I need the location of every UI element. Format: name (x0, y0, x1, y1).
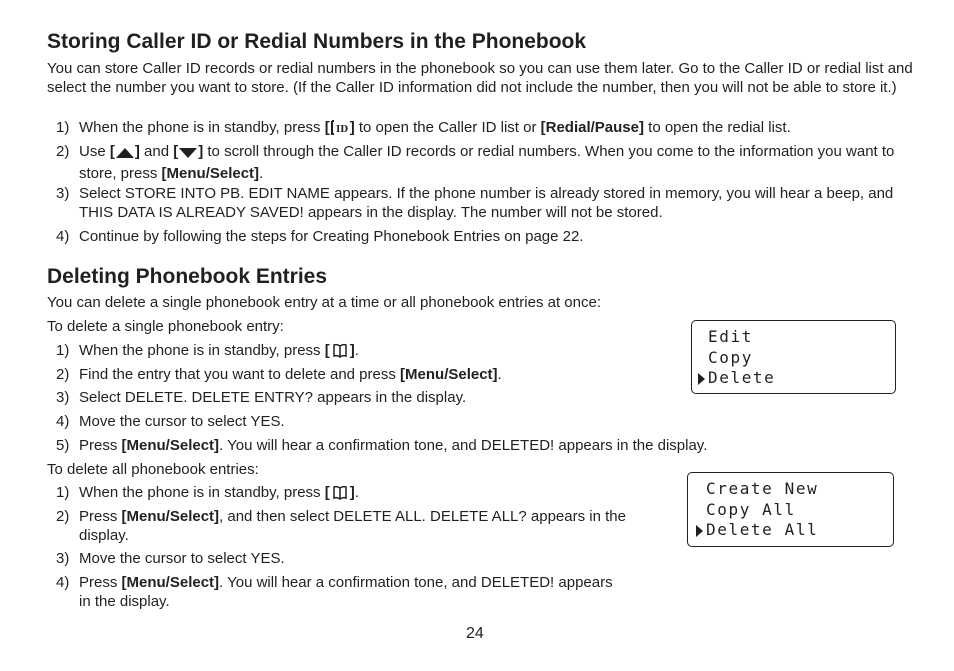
storing-step-2: 2) Use [ ] and [ ] to scroll through the Caller ID records or redial numbers. When you come to the information you want to store, press [Menu/Select]. (56, 143, 895, 182)
lcd-display-delete-all (687, 472, 894, 547)
lcd-line: Copy All (706, 500, 796, 519)
up-arrow-icon (115, 146, 135, 165)
single-step-2: 2) Find the entry that you want to delete and press [Menu/Select]. (56, 366, 502, 383)
phonebook-icon (330, 485, 350, 506)
down-arrow-icon (178, 146, 198, 165)
storing-step-1: 1) When the phone is in standby, press [ ID ] to open the Caller ID list or [Redial/Pause] to open the redial list. (56, 119, 916, 141)
lcd-line: Edit (708, 327, 753, 346)
single-entry-label: To delete a single phonebook entry: (47, 318, 284, 335)
storing-step-4: 4) Continue by following the steps for Creating Phonebook Entries on page 22. (56, 228, 584, 245)
deleting-intro: You can delete a single phonebook entry at a time or all phonebook entries at once: (47, 294, 601, 311)
lcd-line-selected: Delete All (706, 520, 819, 539)
all-step-3: 3) Move the cursor to select YES. (56, 550, 285, 567)
cursor-arrow-icon (696, 525, 703, 537)
lcd-display-delete-entry (691, 320, 896, 394)
all-step-4: 4) Press [Menu/Select]. You will hear a confirmation tone, and DELETED! appears in the display. (56, 574, 613, 610)
caller-id-icon (330, 120, 350, 141)
all-step-1: 1) When the phone is in standby, press [ ]. (56, 484, 656, 506)
storing-step-3: 3) Select STORE INTO PB. EDIT NAME appears. If the phone number is already stored in memory, you will hear a beep, and THIS DATA IS ALREADY SAVED! appears in the display. The number will not be stored. (56, 185, 894, 221)
lcd-line: Copy (708, 348, 753, 367)
cursor-arrow-icon (698, 373, 705, 385)
section-heading-storing: Storing Caller ID or Redial Numbers in the Phonebook (47, 30, 587, 53)
phonebook-icon (330, 343, 350, 364)
page-number: 24 (466, 625, 484, 642)
svg-text:ID: ID (335, 125, 348, 135)
single-step-1: 1) When the phone is in standby, press [ ]. (56, 342, 656, 364)
all-entries-label: To delete all phonebook entries: (47, 461, 259, 478)
section-heading-deleting: Deleting Phonebook Entries (47, 265, 328, 288)
storing-intro: You can store Caller ID records or redial numbers in the phonebook so you can use them later. Go to the Caller ID or redial list and select the number you want to store. (If the Caller ID information did not include the number, then you will not be able to store it.) (47, 60, 913, 96)
single-step-4: 4) Move the cursor to select YES. (56, 413, 285, 430)
lcd-line: Create New (706, 479, 819, 498)
single-step-5: 5) Press [Menu/Select]. You will hear a confirmation tone, and DELETED! appears in the display. (56, 437, 708, 454)
single-step-3: 3) Select DELETE. DELETE ENTRY? appears in the display. (56, 389, 467, 406)
all-step-2: 2) Press [Menu/Select], and then select DELETE ALL. DELETE ALL? appears in the display. (56, 508, 626, 544)
lcd-line-selected: Delete (708, 368, 776, 387)
